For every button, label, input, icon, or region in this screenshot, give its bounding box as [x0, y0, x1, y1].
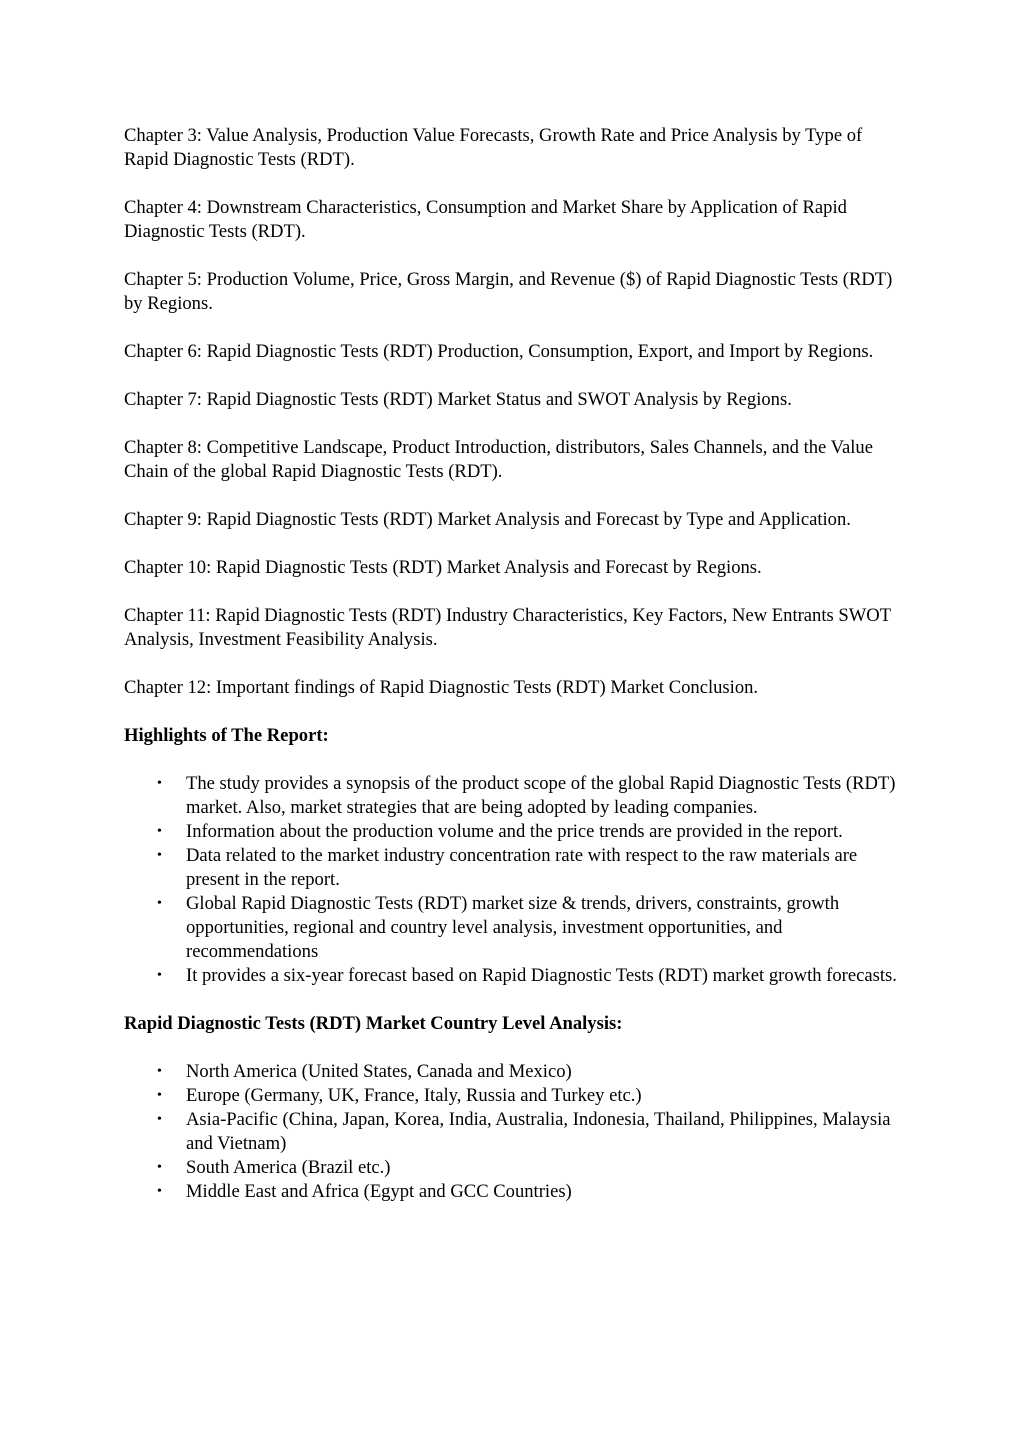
bullet-icon: •: [157, 1064, 162, 1079]
list-item-text: Global Rapid Diagnostic Tests (RDT) market size & trends, drivers, constraints, growth opportunities, regional and country level analysis, investment opportunities, and recommendations: [186, 893, 840, 962]
list-item: [124, 1180, 899, 1204]
chapter-12-paragraph: Chapter 12: Important findings of Rapid Diagnostic Tests (RDT) Market Conclusion.: [124, 677, 759, 698]
list-item: [124, 964, 899, 988]
list-item-text: North America (United States, Canada and Mexico): [186, 1061, 572, 1082]
chapter-3-paragraph: Chapter 3: Value Analysis, Production Value Forecasts, Growth Rate and Price Analysis by Type of Rapid Diagnostic Tests (RDT).: [124, 125, 863, 170]
document-page: [124, 124, 899, 1228]
list-item-text: It provides a six-year forecast based on Rapid Diagnostic Tests (RDT) market growth forecasts.: [186, 965, 897, 986]
list-item: [124, 892, 899, 964]
chapter-7-paragraph: Chapter 7: Rapid Diagnostic Tests (RDT) Market Status and SWOT Analysis by Regions.: [124, 389, 792, 410]
country-analysis-list: [124, 1060, 899, 1204]
highlights-list: [124, 772, 899, 988]
list-item-text: Data related to the market industry concentration rate with respect to the raw materials are present in the report.: [186, 845, 858, 890]
list-item: [124, 1156, 899, 1180]
list-item: [124, 1084, 899, 1108]
bullet-icon: •: [157, 1160, 162, 1175]
list-item-text: Information about the production volume and the price trends are provided in the report.: [186, 821, 843, 842]
bullet-icon: •: [157, 776, 162, 791]
bullet-icon: •: [157, 896, 162, 911]
chapter-4-paragraph: Chapter 4: Downstream Characteristics, Consumption and Market Share by Application of Rapid Diagnostic Tests (RDT).: [124, 197, 847, 242]
chapter-6-paragraph: Chapter 6: Rapid Diagnostic Tests (RDT) Production, Consumption, Export, and Import by Regions.: [124, 341, 874, 362]
list-item-text: South America (Brazil etc.): [186, 1157, 391, 1178]
list-item: [124, 820, 899, 844]
list-item-text: The study provides a synopsis of the product scope of the global Rapid Diagnostic Tests (RDT) market. Also, market strategies that are being adopted by leading companies.: [186, 773, 896, 818]
list-item: [124, 844, 899, 892]
chapter-11-paragraph: Chapter 11: Rapid Diagnostic Tests (RDT) Industry Characteristics, Key Factors, New Entrants SWOT Analysis, Investment Feasibility Analysis.: [124, 605, 891, 650]
country-analysis-heading: Rapid Diagnostic Tests (RDT) Market Country Level Analysis:: [124, 1013, 623, 1034]
list-item-text: Asia-Pacific (China, Japan, Korea, India, Australia, Indonesia, Thailand, Philippines, Malaysia and Vietnam): [186, 1109, 891, 1154]
bullet-icon: •: [157, 1088, 162, 1103]
list-item: [124, 772, 899, 820]
chapter-5-paragraph: Chapter 5: Production Volume, Price, Gross Margin, and Revenue ($) of Rapid Diagnostic Tests (RDT) by Regions.: [124, 269, 893, 314]
list-item-text: Europe (Germany, UK, France, Italy, Russia and Turkey etc.): [186, 1085, 642, 1106]
list-item: [124, 1108, 899, 1156]
chapter-10-paragraph: Chapter 10: Rapid Diagnostic Tests (RDT) Market Analysis and Forecast by Regions.: [124, 557, 762, 578]
list-item-text: Middle East and Africa (Egypt and GCC Countries): [186, 1181, 572, 1202]
bullet-icon: •: [157, 968, 162, 983]
chapter-9-paragraph: Chapter 9: Rapid Diagnostic Tests (RDT) Market Analysis and Forecast by Type and Application.: [124, 509, 851, 530]
list-item: [124, 1060, 899, 1084]
bullet-icon: •: [157, 848, 162, 863]
bullet-icon: •: [157, 1112, 162, 1127]
chapter-8-paragraph: Chapter 8: Competitive Landscape, Product Introduction, distributors, Sales Channels, and the Value Chain of the global Rapid Diagnostic Tests (RDT).: [124, 437, 873, 482]
highlights-heading: Highlights of The Report:: [124, 725, 329, 746]
bullet-icon: •: [157, 1184, 162, 1199]
bullet-icon: •: [157, 824, 162, 839]
